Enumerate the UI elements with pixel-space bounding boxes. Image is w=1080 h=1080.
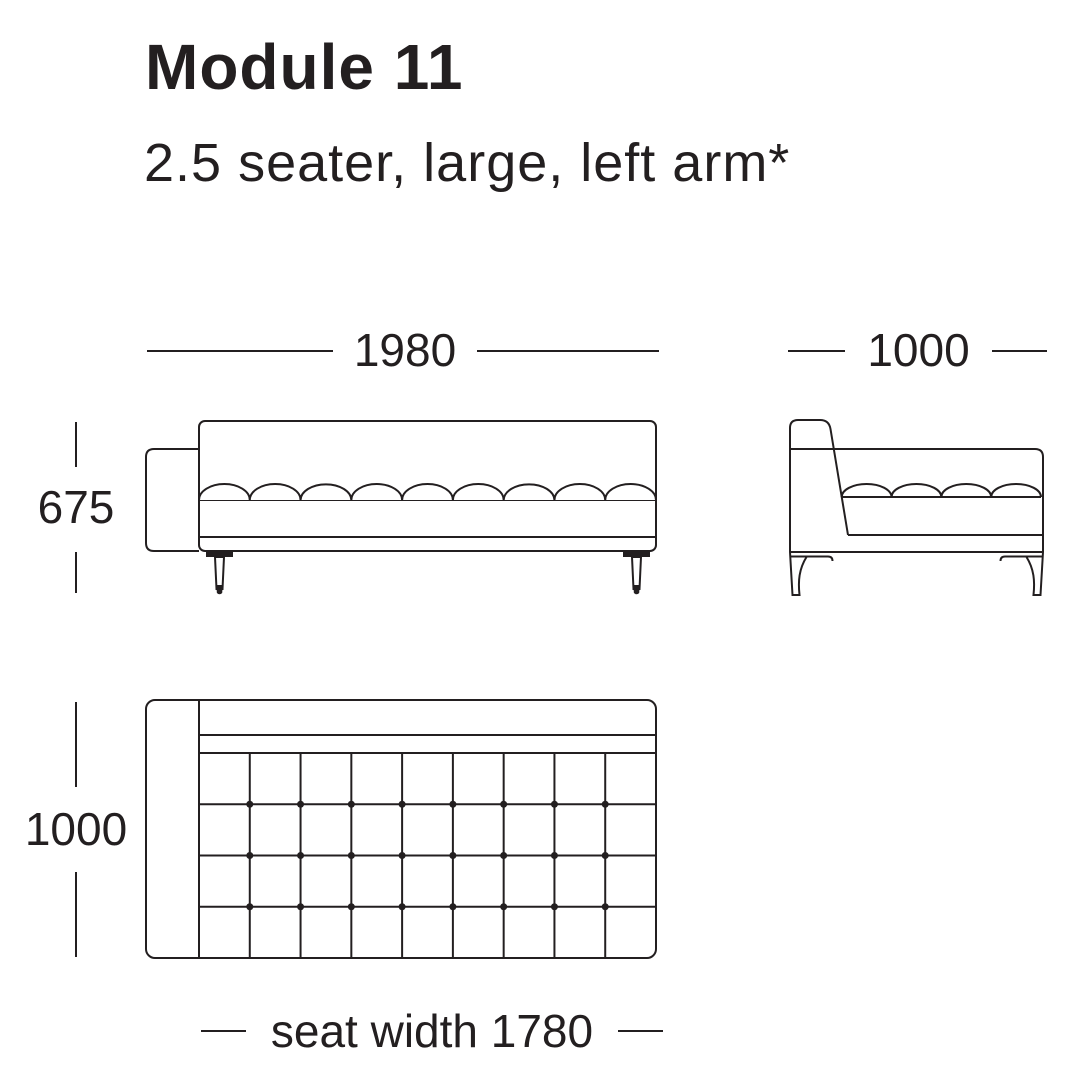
dim-depth-line-right	[992, 350, 1047, 352]
tufting-button-dot	[602, 903, 609, 910]
side-cushion-scallops	[842, 484, 1041, 497]
tufting-button-dot	[348, 903, 355, 910]
front-right-leg-foot	[633, 585, 639, 594]
tufting-button-dot	[246, 801, 253, 808]
tufting-button-dot	[348, 852, 355, 859]
tufting-button-dot	[399, 903, 406, 910]
tufting-button-dot	[551, 903, 558, 910]
dim-seat-width-value: seat width 1780	[270, 1005, 594, 1057]
side-left-leg-bracket	[790, 557, 833, 562]
tufting-button-dot	[449, 801, 456, 808]
side-seat-top-line	[790, 449, 1043, 552]
tufting-button-dot	[602, 852, 609, 859]
front-arm-outline	[146, 449, 199, 551]
front-right-leg	[632, 557, 641, 589]
tufting-button-dot	[297, 903, 304, 910]
tufting-button-dot	[551, 801, 558, 808]
dim-height-line-top	[75, 422, 77, 467]
tufting-button-dot	[297, 801, 304, 808]
side-left-leg	[790, 552, 807, 595]
tufting-button-dot	[449, 852, 456, 859]
tufting-button-dot	[246, 852, 253, 859]
dim-width-line-left	[147, 350, 333, 352]
tufting-button-dot	[500, 801, 507, 808]
side-right-leg-bracket	[1001, 557, 1044, 562]
dim-plan-depth-line-top	[75, 702, 77, 787]
tufting-button-dot	[399, 852, 406, 859]
plan-outline	[146, 700, 656, 958]
front-left-leg-foot	[216, 585, 222, 594]
plan-view-drawing	[140, 693, 670, 973]
tufting-button-dot	[500, 852, 507, 859]
tufting-button-dot	[399, 801, 406, 808]
front-view-drawing	[140, 415, 670, 605]
page-subtitle: 2.5 seater, large, left arm*	[144, 133, 791, 193]
tufting-button-dot	[551, 852, 558, 859]
page-title: Module 11	[145, 31, 464, 103]
tufting-button-dot	[449, 903, 456, 910]
dim-depth-line-left	[788, 350, 845, 352]
tufting-button-dot	[246, 903, 253, 910]
dim-height-value: 675	[37, 481, 115, 533]
dim-width-value: 1980	[353, 324, 457, 376]
tufting-button-dot	[500, 903, 507, 910]
dim-plan-depth-line-bottom	[75, 872, 77, 957]
dim-height-line-bottom	[75, 552, 77, 593]
dim-depth-value: 1000	[867, 324, 970, 376]
tufting-button-dot	[602, 801, 609, 808]
side-backrest-outline	[790, 420, 848, 552]
dim-seat-width-line-right	[618, 1030, 663, 1032]
side-right-leg	[1027, 552, 1044, 595]
plan-tufting-grid	[199, 753, 656, 958]
dim-width-line-right	[477, 350, 659, 352]
side-view-drawing	[780, 415, 1070, 605]
dim-plan-depth-value: 1000	[24, 803, 128, 855]
tufting-button-dot	[297, 852, 304, 859]
tufting-button-dot	[348, 801, 355, 808]
front-left-leg	[215, 557, 224, 589]
dim-seat-width-line-left	[201, 1030, 246, 1032]
front-cushion-scallops	[199, 484, 656, 500]
